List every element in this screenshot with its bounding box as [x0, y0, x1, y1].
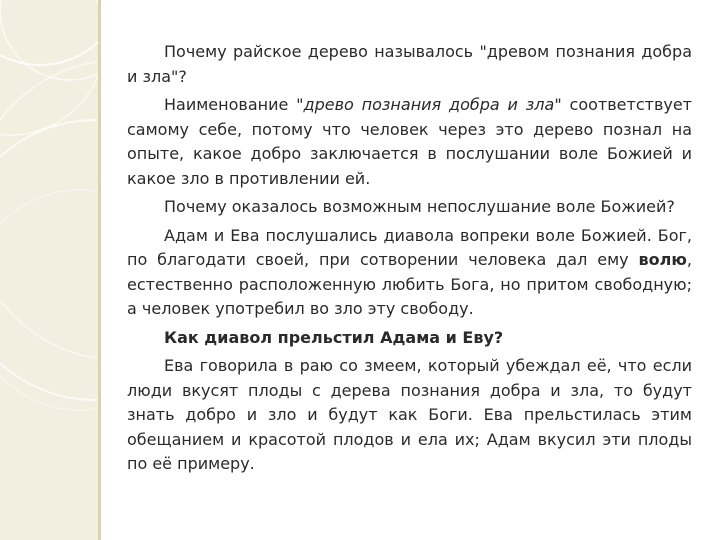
answer-text-prefix: Наименование " — [164, 95, 304, 114]
answer-text: Ева говорила в раю со змеем, который убеждал её, что если люди вкусят плоды с дерева познания добра и зла, то будут знать добро и зло и будут как Боги. Ева прельстилась этим обещанием и красотой плодов и ела их; Адам вкусил эти плоды по её примеру. — [127, 356, 692, 473]
answer-text-prefix: Адам и Ева послушались диавола вопреки воле Божией. Бог, по благодати своей, при сотворении человека дал ему — [127, 225, 692, 269]
question-paragraph — [127, 40, 692, 89]
answer-paragraph — [127, 354, 692, 477]
decorative-sidebar — [0, 0, 98, 540]
answer-italic-phrase: древо познания добра и зла — [303, 95, 555, 114]
slide-text-body — [127, 40, 692, 481]
question-text: Почему райское дерево называлось "древом познания добра и зла"? — [127, 42, 692, 86]
answer-text-suffix: , естественно расположенную любить Бога, но притом свободную; а человек употребил во зло эту свободу. — [127, 250, 692, 318]
question-paragraph — [127, 195, 692, 220]
answer-paragraph — [127, 93, 692, 191]
answer-bold-word: волю — [638, 250, 687, 269]
question-text: Почему оказалось возможным непослушание воле Божией? — [164, 197, 675, 216]
decorative-circles-graphic — [0, 0, 98, 540]
answer-paragraph — [127, 224, 692, 322]
question-paragraph — [127, 326, 692, 351]
answer-text-suffix: " соответствует самому себе, потому что человек через это дерево познал на опыте, какое добро заключается в послушании воле Божией и какое зло в противлении ей. — [127, 95, 692, 188]
question-text: Как диавол прельстил Адама и Еву? — [164, 327, 504, 347]
sidebar-divider — [98, 0, 101, 540]
